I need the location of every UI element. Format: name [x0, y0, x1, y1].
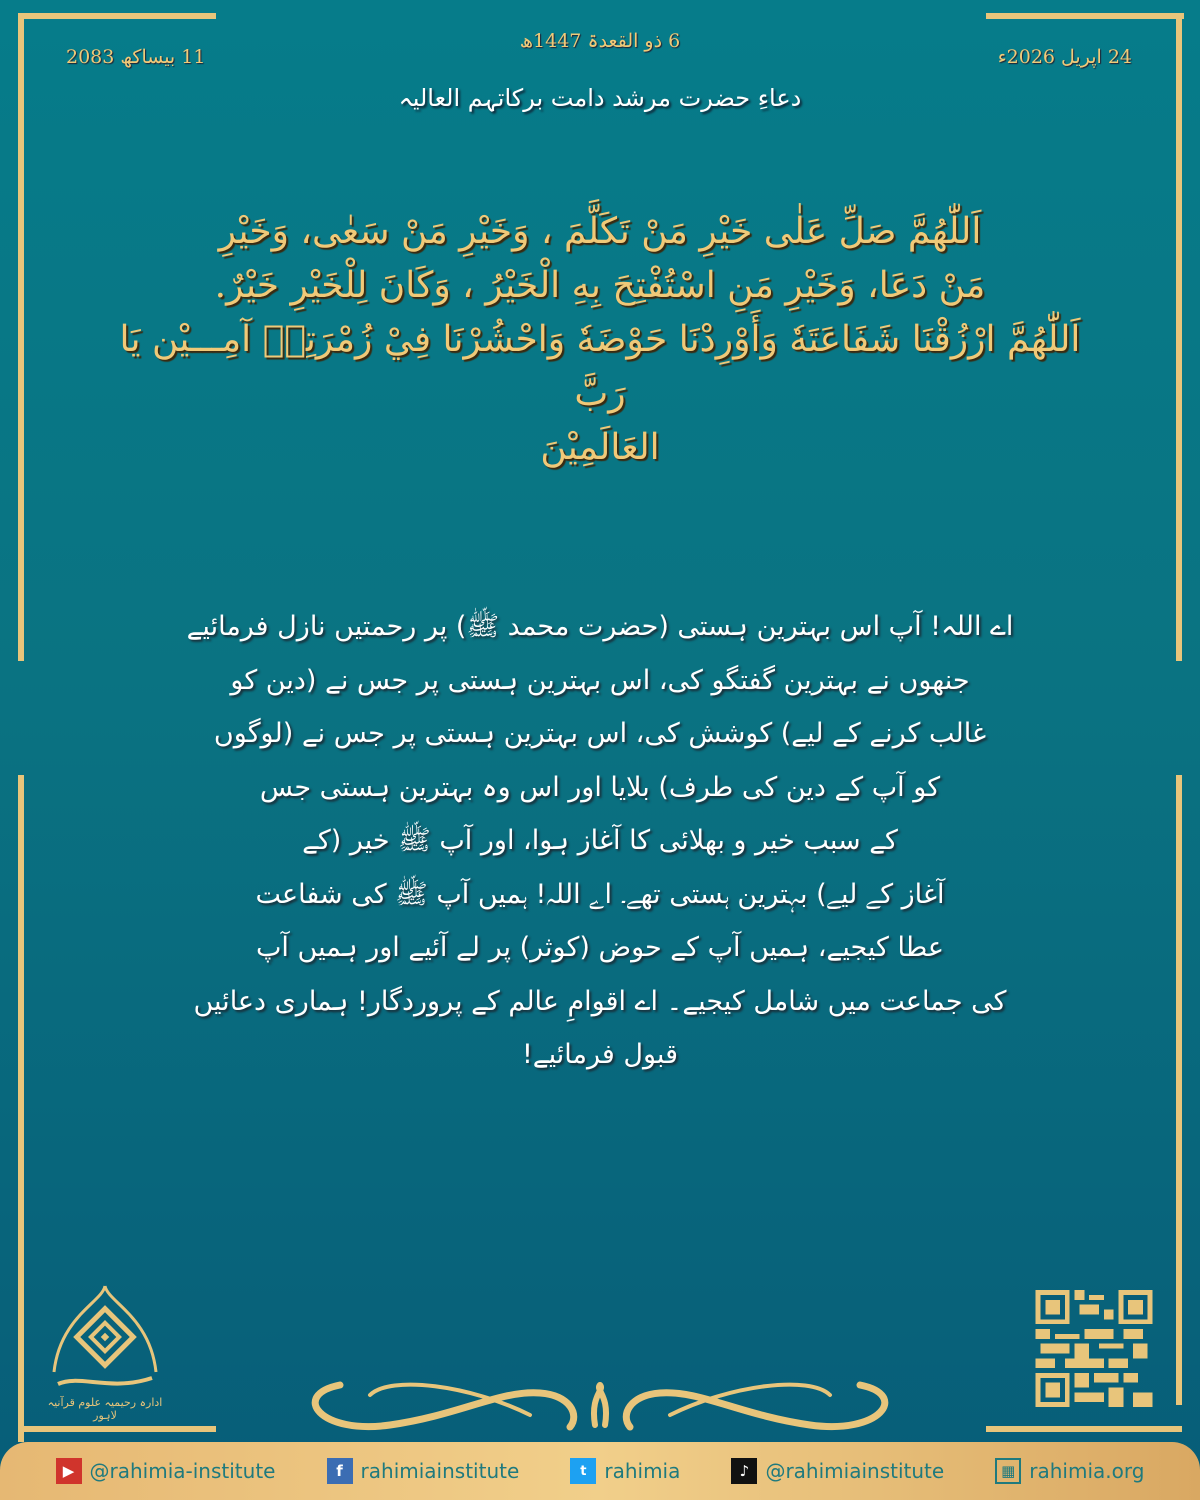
frame-top-left — [18, 13, 216, 19]
facebook-icon: f — [327, 1458, 353, 1484]
social-label: @rahimia-institute — [89, 1459, 276, 1483]
arabic-dua — [90, 205, 1110, 475]
social-twitter[interactable] — [570, 1458, 680, 1484]
frame-bottom-right — [986, 1426, 1182, 1432]
social-label: rahimia — [604, 1459, 681, 1483]
arabic-line: اَللّٰهُمَّ صَلِّ عَلٰى خَيْرِ مَنْ تَكَلَّمَ ، وَخَيْرِ مَنْ سَعٰى، وَخَيْرِ — [218, 211, 982, 252]
frame-bottom-left — [18, 1426, 216, 1432]
social-facebook[interactable] — [327, 1458, 520, 1484]
urdu-line: کو آپ کے دین کی طرف) بلایا اور اس وہ بہترین ہستی جس — [259, 771, 941, 803]
urdu-line: کی جماعت میں شامل کیجیے۔ اے اقوامِ عالم کے پروردگار! ہماری دعائیں — [193, 985, 1007, 1017]
social-label: @rahimiainstitute — [765, 1459, 945, 1483]
footer-social-bar — [0, 1442, 1200, 1500]
arabic-line: مَنْ دَعَا، وَخَيْرِ مَنِ اسْتُفْتِحَ بِهِ الْخَيْرُ ، وَكَانَ لِلْخَيْرِ خَيْرٌ. — [214, 265, 986, 306]
hijri-date: 6 ذو القعدۃ 1447ھ — [519, 30, 681, 52]
social-tiktok[interactable] — [731, 1458, 944, 1484]
arabic-line: العَالَمِيْنَ — [540, 427, 660, 468]
page-title: دعاءِ حضرت مرشد دامت برکاتہم العالیہ — [398, 84, 802, 112]
qr-code-icon[interactable] — [1034, 1290, 1154, 1407]
arabic-line: اَللّٰهُمَّ ارْزُقْنَا شَفَاعَتَهٗ وَأَوْرِدْنَا حَوْضَهٗ وَاحْشُرْنَا فِيْ زُمْرَتِهٖ آمِـــيْن يَا رَبَّ — [119, 319, 1081, 414]
frame-right-lower — [1176, 775, 1182, 1405]
urdu-line: اے اللہ! آپ اس بہترین ہستی (حضرت محمد ﷺ) پر رحمتیں نازل فرمائیے — [186, 611, 1014, 642]
twitter-icon: t — [570, 1458, 596, 1484]
frame-left-lower — [18, 775, 24, 1442]
bikrami-date: 11 بیساکھ 2083 — [66, 46, 206, 68]
frame-top-right — [986, 13, 1184, 19]
website-icon: ▦ — [995, 1458, 1021, 1484]
urdu-line: قبول فرمائیے! — [521, 1039, 678, 1070]
urdu-line: آغاز کے لیے) بہترین ہستی تھے۔ اے اللہ! ہمیں آپ ﷺ کی شفاعت — [255, 878, 945, 910]
social-label: rahimia.org — [1029, 1459, 1145, 1483]
ornament-divider-icon — [300, 1365, 900, 1435]
social-label: rahimiainstitute — [360, 1459, 520, 1483]
social-youtube[interactable] — [56, 1458, 276, 1484]
urdu-translation — [130, 600, 1070, 1082]
urdu-line: غالب کرنے کے لیے) کوشش کی، اس بہترین ہستی پر جس نے (لوگوں — [213, 718, 987, 749]
youtube-icon: ▶ — [56, 1458, 82, 1484]
urdu-line: کے سبب خیر و بھلائی کا آغاز ہوا، اور آپ ﷺ خیر (کے — [302, 825, 898, 856]
urdu-line: عطا کیجیے، ہمیں آپ کے حوض (کوثر) پر لے آئیے اور ہمیں آپ — [256, 932, 944, 963]
gregorian-date: 24 اپریل 2026ء — [997, 46, 1132, 68]
logo-caption: ادارہ رحیمیہ علوم قرآنیہ لاہور — [47, 1396, 163, 1422]
urdu-line: جنھوں نے بہترین گفتگو کی، اس بہترین ہستی پر جس نے (دین کو — [230, 664, 970, 696]
tiktok-icon: ♪ — [731, 1458, 757, 1484]
social-website[interactable] — [995, 1458, 1144, 1484]
